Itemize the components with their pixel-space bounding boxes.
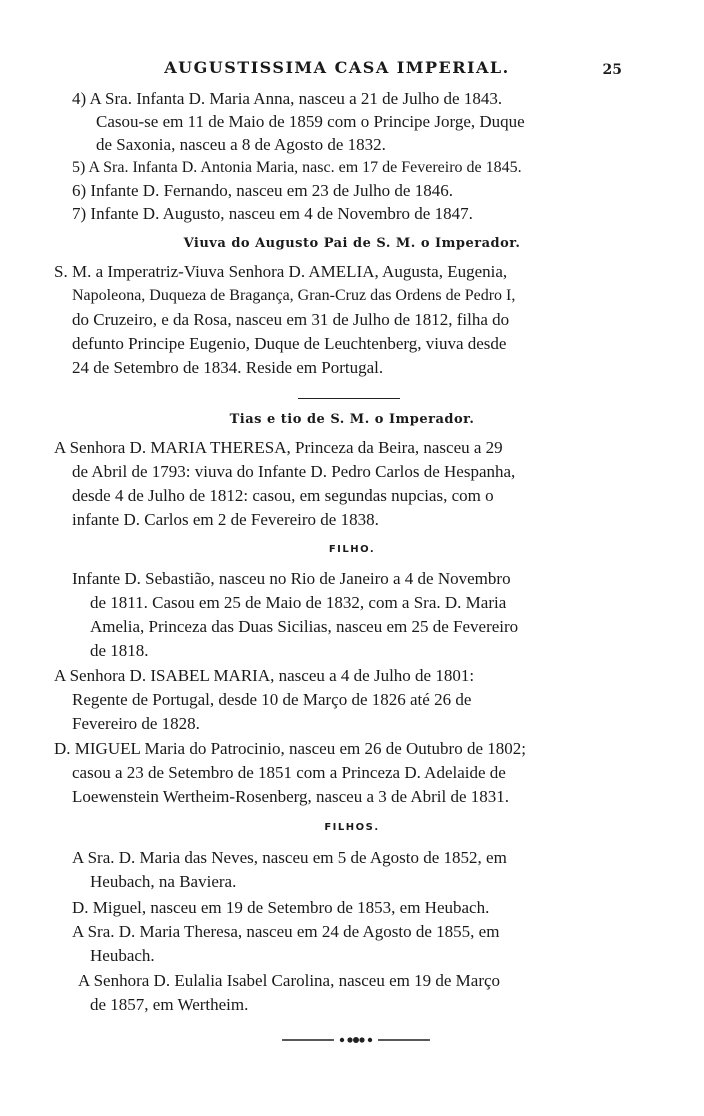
entry-line: desde 4 de Julho de 1812: casou, em segundas nupcias, com o [72, 486, 494, 505]
entry-line: casou a 23 de Setembro de 1851 com a Princeza D. Adelaide de [72, 763, 506, 782]
subheading-filhos: FILHOS. [324, 822, 380, 833]
entry-line: 5) A Sra. Infanta D. Antonia Maria, nasc. em 17 de Fevereiro de 1845. [72, 159, 522, 176]
entry-line: A Sra. D. Maria Theresa, nasceu em 24 de Agosto de 1855, em [72, 922, 500, 941]
running-header: AUGUSTISSIMA CASA IMPERIAL. [164, 58, 510, 77]
entry-line: A Senhora D. Eulalia Isabel Carolina, nasceu em 19 de Março [78, 971, 501, 990]
entry-line: 6) Infante D. Fernando, nasceu em 23 de Julho de 1846. [72, 181, 453, 200]
entry-line: Heubach, na Baviera. [90, 872, 237, 891]
subheading-filho: FILHO. [328, 544, 376, 555]
entry-line: de 1811. Casou em 25 de Maio de 1832, com a Sra. D. Maria [90, 593, 507, 612]
entry-line: infante D. Carlos em 2 de Fevereiro de 1838. [72, 510, 379, 529]
section-heading: Tias e tio de S. M. o Imperador. [229, 412, 475, 427]
page-number: 25 [602, 62, 622, 78]
end-ornament [282, 1036, 430, 1044]
entry-line: A Sra. D. Maria das Neves, nasceu em 5 de Agosto de 1852, em [72, 848, 507, 867]
entry-line: S. M. a Imperatriz-Viuva Senhora D. AMELIA, Augusta, Eugenia, [54, 262, 508, 281]
entry-line: Regente de Portugal, desde 10 de Março de 1826 até 26 de [72, 690, 472, 709]
entry-line: A Senhora D. MARIA THERESA, Princeza da Beira, nasceu a 29 [54, 438, 503, 457]
entry-line: D. MIGUEL Maria do Patrocinio, nasceu em 26 de Outubro de 1802; [54, 739, 526, 758]
entry-line: do Cruzeiro, e da Rosa, nasceu em 31 de Julho de 1812, filha do [72, 310, 510, 329]
entry-line: defunto Principe Eugenio, Duque de Leuchtenberg, viuva desde [72, 334, 507, 353]
entry-line: Napoleona, Duqueza de Bragança, Gran-Cruz das Ordens de Pedro I, [72, 287, 516, 304]
entry-line: de 1857, em Wertheim. [90, 995, 249, 1014]
section-heading: Viuva do Augusto Pai de S. M. o Imperador. [183, 236, 521, 251]
entry-line: Loewenstein Wertheim-Rosenberg, nasceu a 3 de Abril de 1831. [72, 787, 510, 806]
entry-line: Casou-se em 11 de Maio de 1859 com o Principe Jorge, Duque [96, 112, 525, 131]
entry-line: Fevereiro de 1828. [72, 714, 200, 733]
entry-line: 4) A Sra. Infanta D. Maria Anna, nasceu a 21 de Julho de 1843. [72, 89, 503, 108]
entry-line: 7) Infante D. Augusto, nasceu em 4 de Novembro de 1847. [72, 204, 473, 223]
section-divider [298, 398, 400, 399]
entry-line: Amelia, Princeza das Duas Sicilias, nasceu em 25 de Fevereiro [90, 617, 519, 636]
entry-line: Infante D. Sebastião, nasceu no Rio de Janeiro a 4 de Novembro [72, 569, 511, 588]
entry-line: de Saxonia, nasceu a 8 de Agosto de 1832. [96, 135, 386, 154]
entry-line: D. Miguel, nasceu em 19 de Setembro de 1853, em Heubach. [72, 898, 490, 917]
entry-line: 24 de Setembro de 1834. Reside em Portugal. [72, 358, 384, 377]
entry-line: A Senhora D. ISABEL MARIA, nasceu a 4 de Julho de 1801: [54, 666, 475, 685]
entry-line: Heubach. [90, 946, 155, 965]
entry-line: de Abril de 1793: viuva do Infante D. Pedro Carlos de Hespanha, [72, 462, 516, 481]
entry-line: de 1818. [90, 641, 149, 660]
